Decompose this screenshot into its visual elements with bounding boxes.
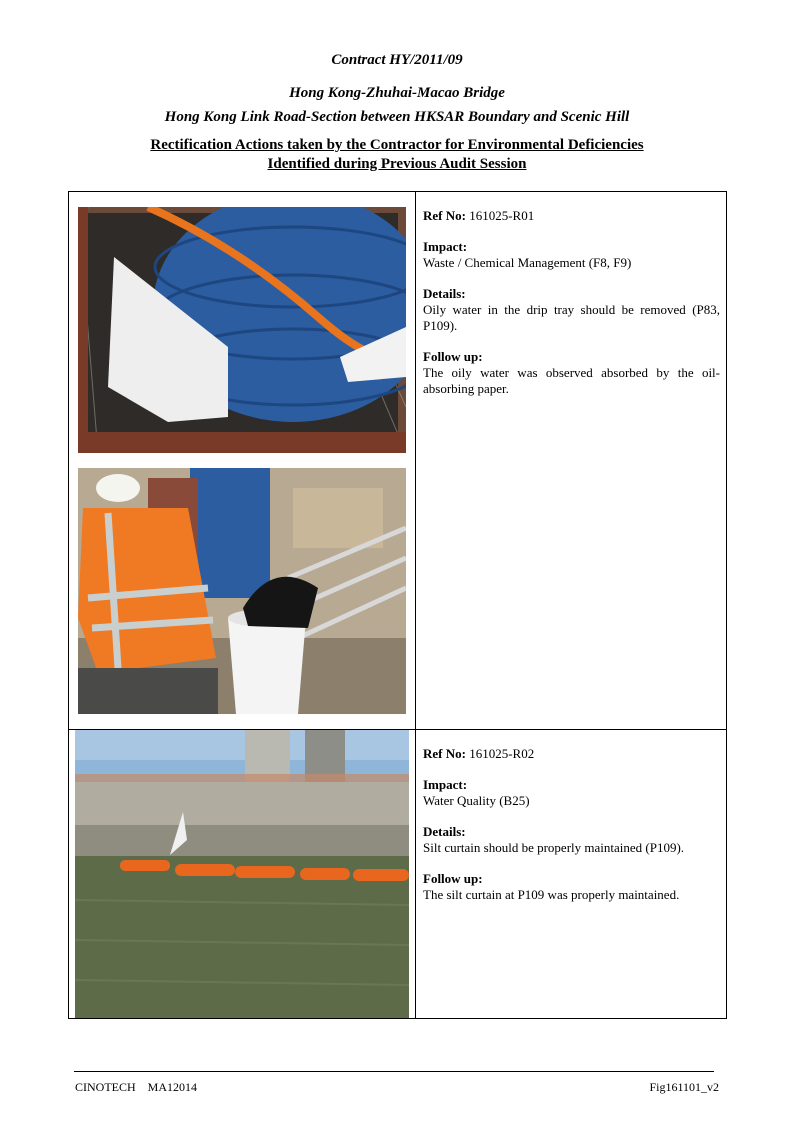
footer-company: CINOTECH MA12014: [75, 1080, 197, 1094]
followup-label: Follow up:: [423, 349, 483, 364]
document-title-line1: Rectification Actions taken by the Contractor for Environmental Deficiencies: [150, 137, 644, 153]
impact-label: Impact:: [423, 239, 468, 254]
footer-figure-id: Fig161101_v2: [649, 1080, 719, 1094]
table-column-divider: [415, 191, 416, 1019]
photo-silt-curtain: [75, 730, 409, 1018]
photo-drip-tray: [78, 207, 406, 453]
ref-label: Ref No:: [423, 208, 466, 223]
impact-label: Impact:: [423, 777, 468, 792]
followup-label: Follow up:: [423, 871, 483, 886]
ref-label: Ref No:: [423, 746, 466, 761]
ref-number: 161025-R02: [469, 746, 535, 761]
followup-text: The silt curtain at P109 was properly maintained.: [423, 887, 680, 902]
impact-text: Water Quality (B25): [423, 793, 530, 808]
followup-text: The oily water was observed absorbed by the oil-absorbing paper.: [423, 365, 720, 396]
record-r01: [423, 208, 720, 412]
ref-number: 161025-R01: [469, 208, 535, 223]
impact-text: Waste / Chemical Management (F8, F9): [423, 255, 632, 270]
details-text: Silt curtain should be properly maintained (P109).: [423, 840, 685, 855]
footer-rule: [74, 1071, 714, 1072]
record-r02: [423, 746, 720, 918]
photo-worker-bucket: [78, 468, 406, 714]
document-title-line2: Identified during Previous Audit Session: [267, 156, 527, 172]
details-label: Details:: [423, 286, 466, 301]
project-title-line1: Hong Kong-Zhuhai-Macao Bridge: [289, 85, 505, 101]
details-label: Details:: [423, 824, 466, 839]
details-text: Oily water in the drip tray should be removed (P83, P109).: [423, 302, 720, 333]
project-title-line2: Hong Kong Link Road-Section between HKSAR Boundary and Scenic Hill: [164, 109, 630, 125]
contract-number: Contract HY/2011/09: [331, 52, 463, 68]
